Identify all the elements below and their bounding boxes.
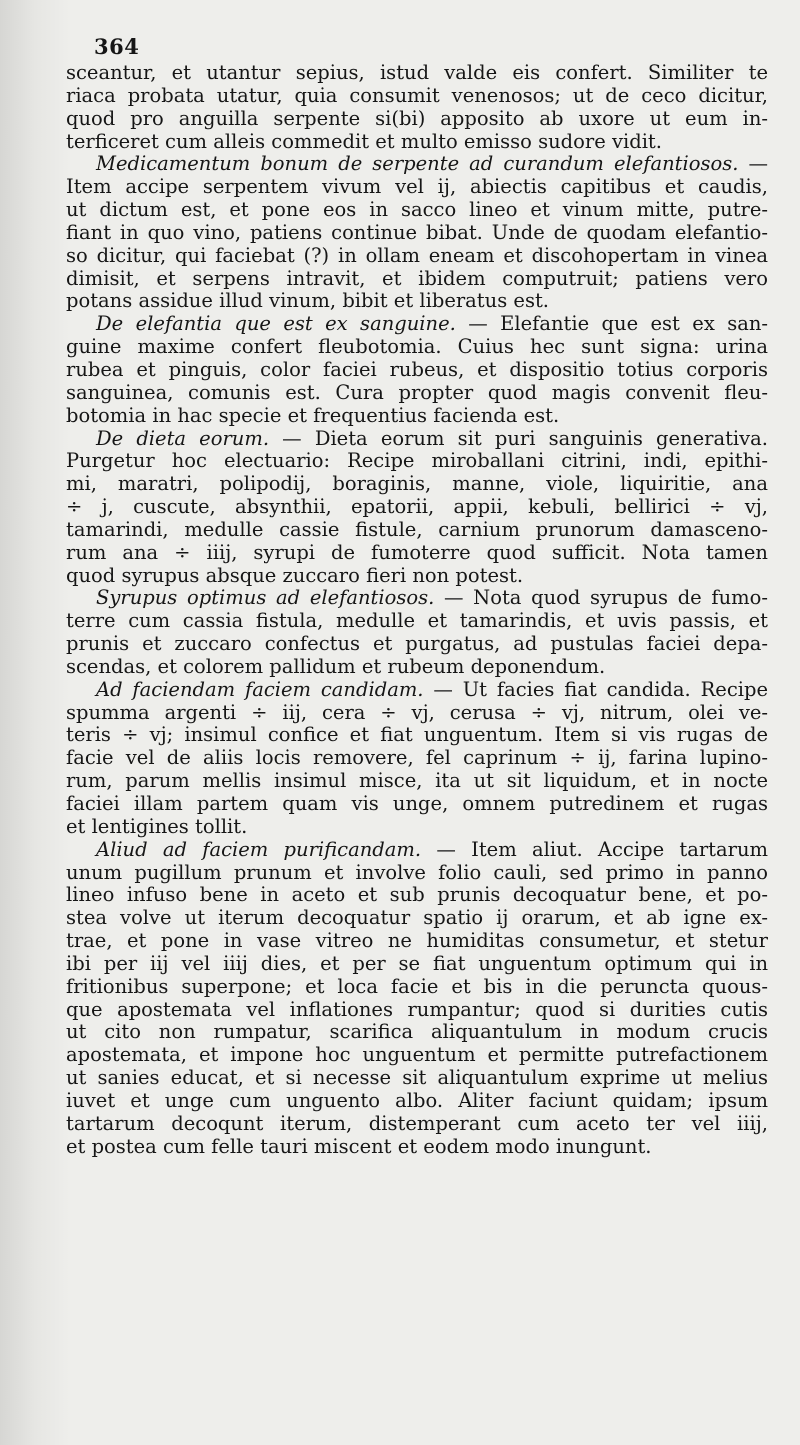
recipe-title: De elefantia que est ex sanguine. <box>96 313 456 336</box>
text-segment: lineo infuso bene in aceto et sub prunis decoquatur bene, et po- <box>66 884 768 907</box>
text-line <box>66 222 768 245</box>
text-line <box>66 610 768 633</box>
text-line <box>66 884 768 907</box>
text-line <box>66 176 768 199</box>
text-line <box>66 473 768 496</box>
text-segment: terre cum cassia fistula, medulle et tamarindis, et uvis passis, et <box>66 610 768 633</box>
text-segment: — <box>738 153 768 176</box>
text-line <box>66 702 768 725</box>
text-line <box>66 85 768 108</box>
text-segment: quod syrupus absque zuccaro fieri non potest. <box>66 564 524 587</box>
text-segment: — Ut facies fiat candida. Recipe <box>423 678 768 701</box>
paragraph-heading-line <box>66 313 768 336</box>
paragraph-heading-line <box>66 679 768 702</box>
text-segment: teris ÷ vj; insimul confice et fiat unguentum. Item si vis rugas de <box>66 724 768 747</box>
text-line <box>66 1044 768 1067</box>
text-segment: — Nota quod syrupus de fumo- <box>434 587 768 610</box>
text-segment: quod pro anguilla serpente si(bi) apposito ab uxore ut eum in- <box>66 107 768 130</box>
text-segment: mi, maratri, polipodij, boraginis, manne, viole, liquiritie, ana <box>66 473 768 496</box>
text-line <box>66 1113 768 1136</box>
text-line <box>66 747 768 770</box>
text-segment: terficeret cum alleis commedit et multo emisso sudore vidit. <box>66 130 662 153</box>
text-segment: tartarum decoqunt iterum, distemperant cum aceto ter vel iiij, <box>66 1112 768 1135</box>
text-line <box>66 976 768 999</box>
text-segment: sceantur, et utantur sepius, istud valde eis confert. Similiter te <box>66 62 768 84</box>
text-segment: ÷ j, cuscute, absynthii, epatorii, appii, kebuli, bellirici ÷ vj, <box>66 496 768 519</box>
text-segment: so dicitur, qui faciebat (?) in ollam eneam et discohopertam in vinea <box>66 244 768 267</box>
text-segment: fiant in quo vino, patiens continue bibat. Unde de quodam elefantio- <box>66 221 768 244</box>
text-segment: ut dictum est, et pone eos in sacco lineo et vinum mitte, putre- <box>66 199 768 222</box>
text-line <box>66 907 768 930</box>
text-line <box>66 542 768 565</box>
text-segment: ut sanies educat, et si necesse sit aliquantulum exprime ut melius <box>66 1067 768 1090</box>
text-line <box>66 108 768 131</box>
text-line <box>66 816 768 839</box>
text-segment: Item accipe serpentem vivum vel ij, abiectis capitibus et caudis, <box>66 176 768 199</box>
text-segment: riaca probata utatur, quia consumit venenosos; ut de ceco dicitur, <box>66 84 768 107</box>
paragraph-heading-line <box>66 839 768 862</box>
text-line <box>66 496 768 519</box>
text-segment: iuvet et unge cum unguento albo. Aliter faciunt quidam; ipsum <box>66 1089 768 1112</box>
text-segment: sanguinea, comunis est. Cura propter quod magis convenit fleu- <box>66 381 768 404</box>
text-segment: rum ana ÷ iiij, syrupi de fumoterre quod sufficit. Nota tamen <box>66 541 768 564</box>
paragraph-heading-line <box>66 153 768 176</box>
text-segment: fritionibus superpone; et loca facie et bis in die perunctа quous- <box>66 975 768 998</box>
text-line <box>66 199 768 222</box>
text-line <box>66 656 768 679</box>
text-segment: unum pugillum prunum et involve folio cauli, sed primo in panno <box>66 861 768 884</box>
book-page <box>66 34 768 1424</box>
text-segment: Purgetur hoc electuario: Recipe miroballani citrini, indi, epithi- <box>66 450 768 473</box>
text-line <box>66 519 768 542</box>
text-line <box>66 245 768 268</box>
text-line <box>66 131 768 154</box>
text-line <box>66 770 768 793</box>
text-segment: prunis et zuccaro confectus et purgatus, ad pustulas faciei depa- <box>66 633 768 656</box>
text-line <box>66 724 768 747</box>
text-line <box>66 565 768 588</box>
text-segment: faciei illam partem quam vis unge, omnem putredinem et rugas <box>66 793 768 815</box>
text-segment: et postea cum felle tauri miscent et eodem modo inungunt. <box>66 1135 652 1158</box>
recipe-title: Syrupus optimus ad elefantiosos. <box>96 587 435 610</box>
text-segment: — Item aliut. Accipe tartarum <box>421 838 768 861</box>
text-segment: tamarindi, medulle cassie fistule, carnium prunorum damasceno- <box>66 518 768 541</box>
paragraph-heading-line <box>66 587 768 610</box>
text-segment: apostemata, et impone hoc unguentum et permitte putrefactionem <box>66 1044 768 1067</box>
text-segment: — Elefantie que est ex san- <box>455 313 768 336</box>
text-segment: ut cito non rumpatur, scarifica aliquantulum in modum crucis <box>66 1021 768 1044</box>
text-segment: dimisit, et serpens intravit, et ibidem computruit; patiens vero <box>66 267 768 290</box>
body-text <box>66 62 768 1159</box>
page-gutter-shadow <box>0 0 70 1445</box>
text-line <box>66 290 768 313</box>
text-segment: trae, et pone in vase vitreo ne humiditas consumetur, et stetur <box>66 930 768 953</box>
text-line <box>66 1067 768 1090</box>
recipe-title: Ad faciendam faciem candidam. <box>96 678 424 701</box>
text-segment: — Dieta eorum sit puri sanguinis generativa. <box>269 427 768 450</box>
text-line <box>66 999 768 1022</box>
text-segment: potans assidue illud vinum, bibit et liberatus est. <box>66 290 549 313</box>
text-line <box>66 633 768 656</box>
text-line <box>66 1136 768 1159</box>
recipe-title: De dieta eorum. <box>96 427 270 450</box>
text-segment: et lentigines tollit. <box>66 815 248 838</box>
page-number: 364 <box>94 34 140 59</box>
text-line <box>66 405 768 428</box>
text-line <box>66 62 768 85</box>
text-line <box>66 268 768 291</box>
recipe-title: Aliud ad faciem purificandam. <box>96 838 422 861</box>
text-segment: rum, parum mellis insimul misce, ita ut sit liquidum, et in nocte <box>66 770 768 793</box>
text-line <box>66 953 768 976</box>
paragraph-heading-line <box>66 428 768 451</box>
text-segment: guine maxime confert fleubotomia. Cuius hec sunt signa: urina <box>66 336 768 359</box>
text-segment: botomia in hac specie et frequentius facienda est. <box>66 404 560 427</box>
text-segment: facie vel de aliis locis removere, fel caprinum ÷ ij, farina lupino- <box>66 747 768 770</box>
text-line <box>66 336 768 359</box>
text-line <box>66 862 768 885</box>
text-line <box>66 1090 768 1113</box>
text-line <box>66 1021 768 1044</box>
text-line <box>66 793 768 816</box>
text-segment: scendas, et colorem pallidum et rubeum deponendum. <box>66 655 606 678</box>
text-line <box>66 382 768 405</box>
text-segment: stea volve ut iterum decoquatur spatio ij orarum, et ab igne ex- <box>66 907 768 930</box>
text-segment: spumma argenti ÷ iij, cera ÷ vj, cerusa ÷ vj, nitrum, olei ve- <box>66 701 768 724</box>
text-segment: ibi per iij vel iiij dies, et per se fiat unguentum optimum qui in <box>66 952 768 975</box>
text-line <box>66 930 768 953</box>
text-segment: rubea et pinguis, color faciei rubeus, et dispositio totius corporis <box>66 358 768 381</box>
recipe-title: Medicamentum bonum de serpente ad curandum elefantiosos. <box>96 153 739 176</box>
text-line <box>66 450 768 473</box>
text-segment: que apostemata vel inflationes rumpantur; quod si durities cutis <box>66 998 768 1021</box>
text-line <box>66 359 768 382</box>
